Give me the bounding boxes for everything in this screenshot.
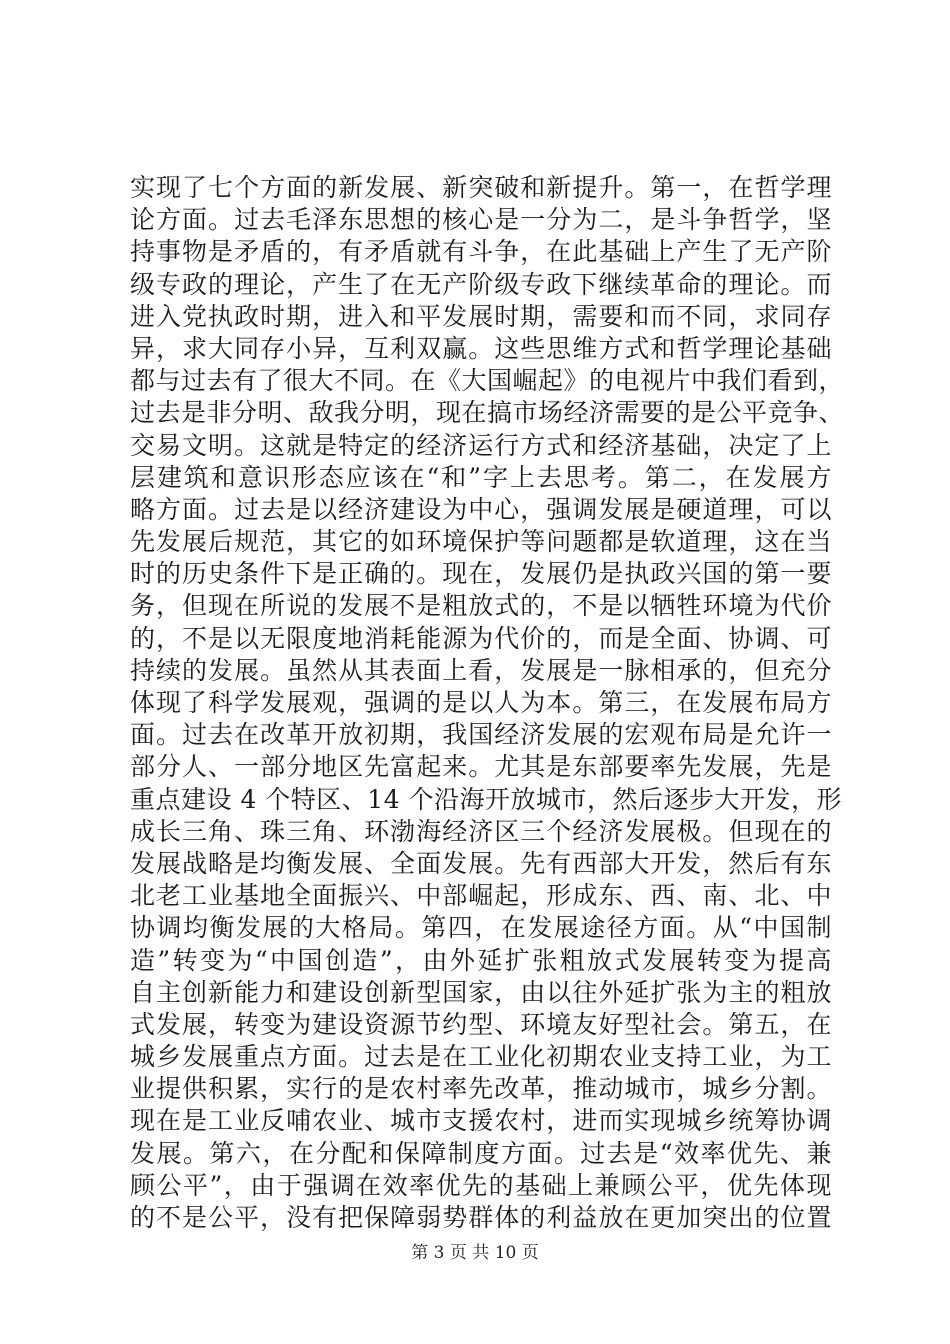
- text-line: 业提供积累，实行的是农村率先改革，推动城市，城乡分割。: [130, 1074, 832, 1104]
- text-line: 持事物是矛盾的，有矛盾就有斗争，在此基础上产生了无产阶: [130, 237, 832, 267]
- text-line: 持续的发展。虽然从其表面上看，发展是一脉相承的，但充分: [130, 655, 832, 685]
- text-line: 城乡发展重点方面。过去是在工业化初期农业支持工业，为工: [130, 1042, 832, 1072]
- text-line: 式发展，转变为建设资源节约型、环境友好型社会。第五，在: [130, 1009, 832, 1039]
- text-line: 的，不是以无限度地消耗能源为代价的，而是全面、协调、可: [130, 623, 832, 653]
- text-line: 异，求大同存小异，互利双赢。这些思维方式和哲学理论基础: [130, 333, 832, 363]
- text-line: 交易文明。这就是特定的经济运行方式和经济基础，决定了上: [130, 430, 832, 460]
- text-line: 顾公平”，由于强调在效率优先的基础上兼顾公平，优先体现: [130, 1170, 832, 1200]
- text-line: 自主创新能力和建设创新型国家，由以往外延扩张为主的粗放: [130, 977, 832, 1007]
- text-line: 实现了七个方面的新发展、新突破和新提升。第一，在哲学理: [130, 173, 832, 202]
- text-line: 时的历史条件下是正确的。现在，发展仍是执政兴国的第一要: [130, 559, 832, 589]
- text-line: 级专政的理论，产生了在无产阶级专政下继续革命的理论。而: [130, 269, 832, 299]
- text-line: 过去是非分明、敌我分明，现在搞市场经济需要的是公平竞争、: [130, 398, 845, 428]
- text-line: 的不是公平，没有把保障弱势群体的利益放在更加突出的位置: [130, 1203, 832, 1232]
- body-text: [130, 172, 845, 1234]
- text-line: 进入党执政时期，进入和平发展时期，需要和而不同，求同存: [130, 301, 832, 331]
- text-line: 成长三角、珠三角、环渤海经济区三个经济发展极。但现在的: [130, 816, 832, 846]
- text-line: 造”转变为“中国创造”，由外延扩张粗放式发展转变为提高: [130, 945, 832, 975]
- text-line: 先发展后规范，其它的如环境保护等问题都是软道理，这在当: [130, 527, 832, 557]
- text-line: 论方面。过去毛泽东思想的核心是一分为二，是斗争哲学，坚: [130, 205, 832, 235]
- text-line: 发展。第六，在分配和保障制度方面。过去是“效率优先、兼: [130, 1138, 832, 1168]
- text-line: 重点建设 4 个特区、14 个沿海开放城市，然后逐步大开发，形: [130, 784, 843, 814]
- text-line: 现在是工业反哺农业、城市支援农村，进而实现城乡统筹协调: [130, 1106, 832, 1136]
- text-line: 北老工业基地全面振兴、中部崛起，形成东、西、南、北、中: [130, 881, 832, 911]
- text-line: 略方面。过去是以经济建设为中心，强调发展是硬道理，可以: [130, 494, 832, 524]
- text-line: 面。过去在改革开放初期，我国经济发展的宏观布局是允许一: [130, 720, 832, 750]
- text-line: 协调均衡发展的大格局。第四，在发展途径方面。从“中国制: [130, 913, 832, 943]
- text-line: 层建筑和意识形态应该在“和”字上去思考。第二，在发展方: [130, 462, 832, 492]
- text-line: 体现了科学发展观，强调的是以人为本。第三，在发展布局方: [130, 688, 832, 717]
- text-line: 务，但现在所说的发展不是粗放式的，不是以牺牲环境为代价: [130, 591, 832, 621]
- text-line: 发展战略是均衡发展、全面发展。先有西部大开发，然后有东: [130, 848, 832, 878]
- text-line: 部分人、一部分地区先富起来。尤其是东部要率先发展，先是: [130, 752, 832, 782]
- text-line: 都与过去有了很大不同。在《大国崛起》的电视片中我们看到，: [130, 366, 845, 396]
- page-number-footer: 第 3 页 共 10 页: [411, 1243, 539, 1263]
